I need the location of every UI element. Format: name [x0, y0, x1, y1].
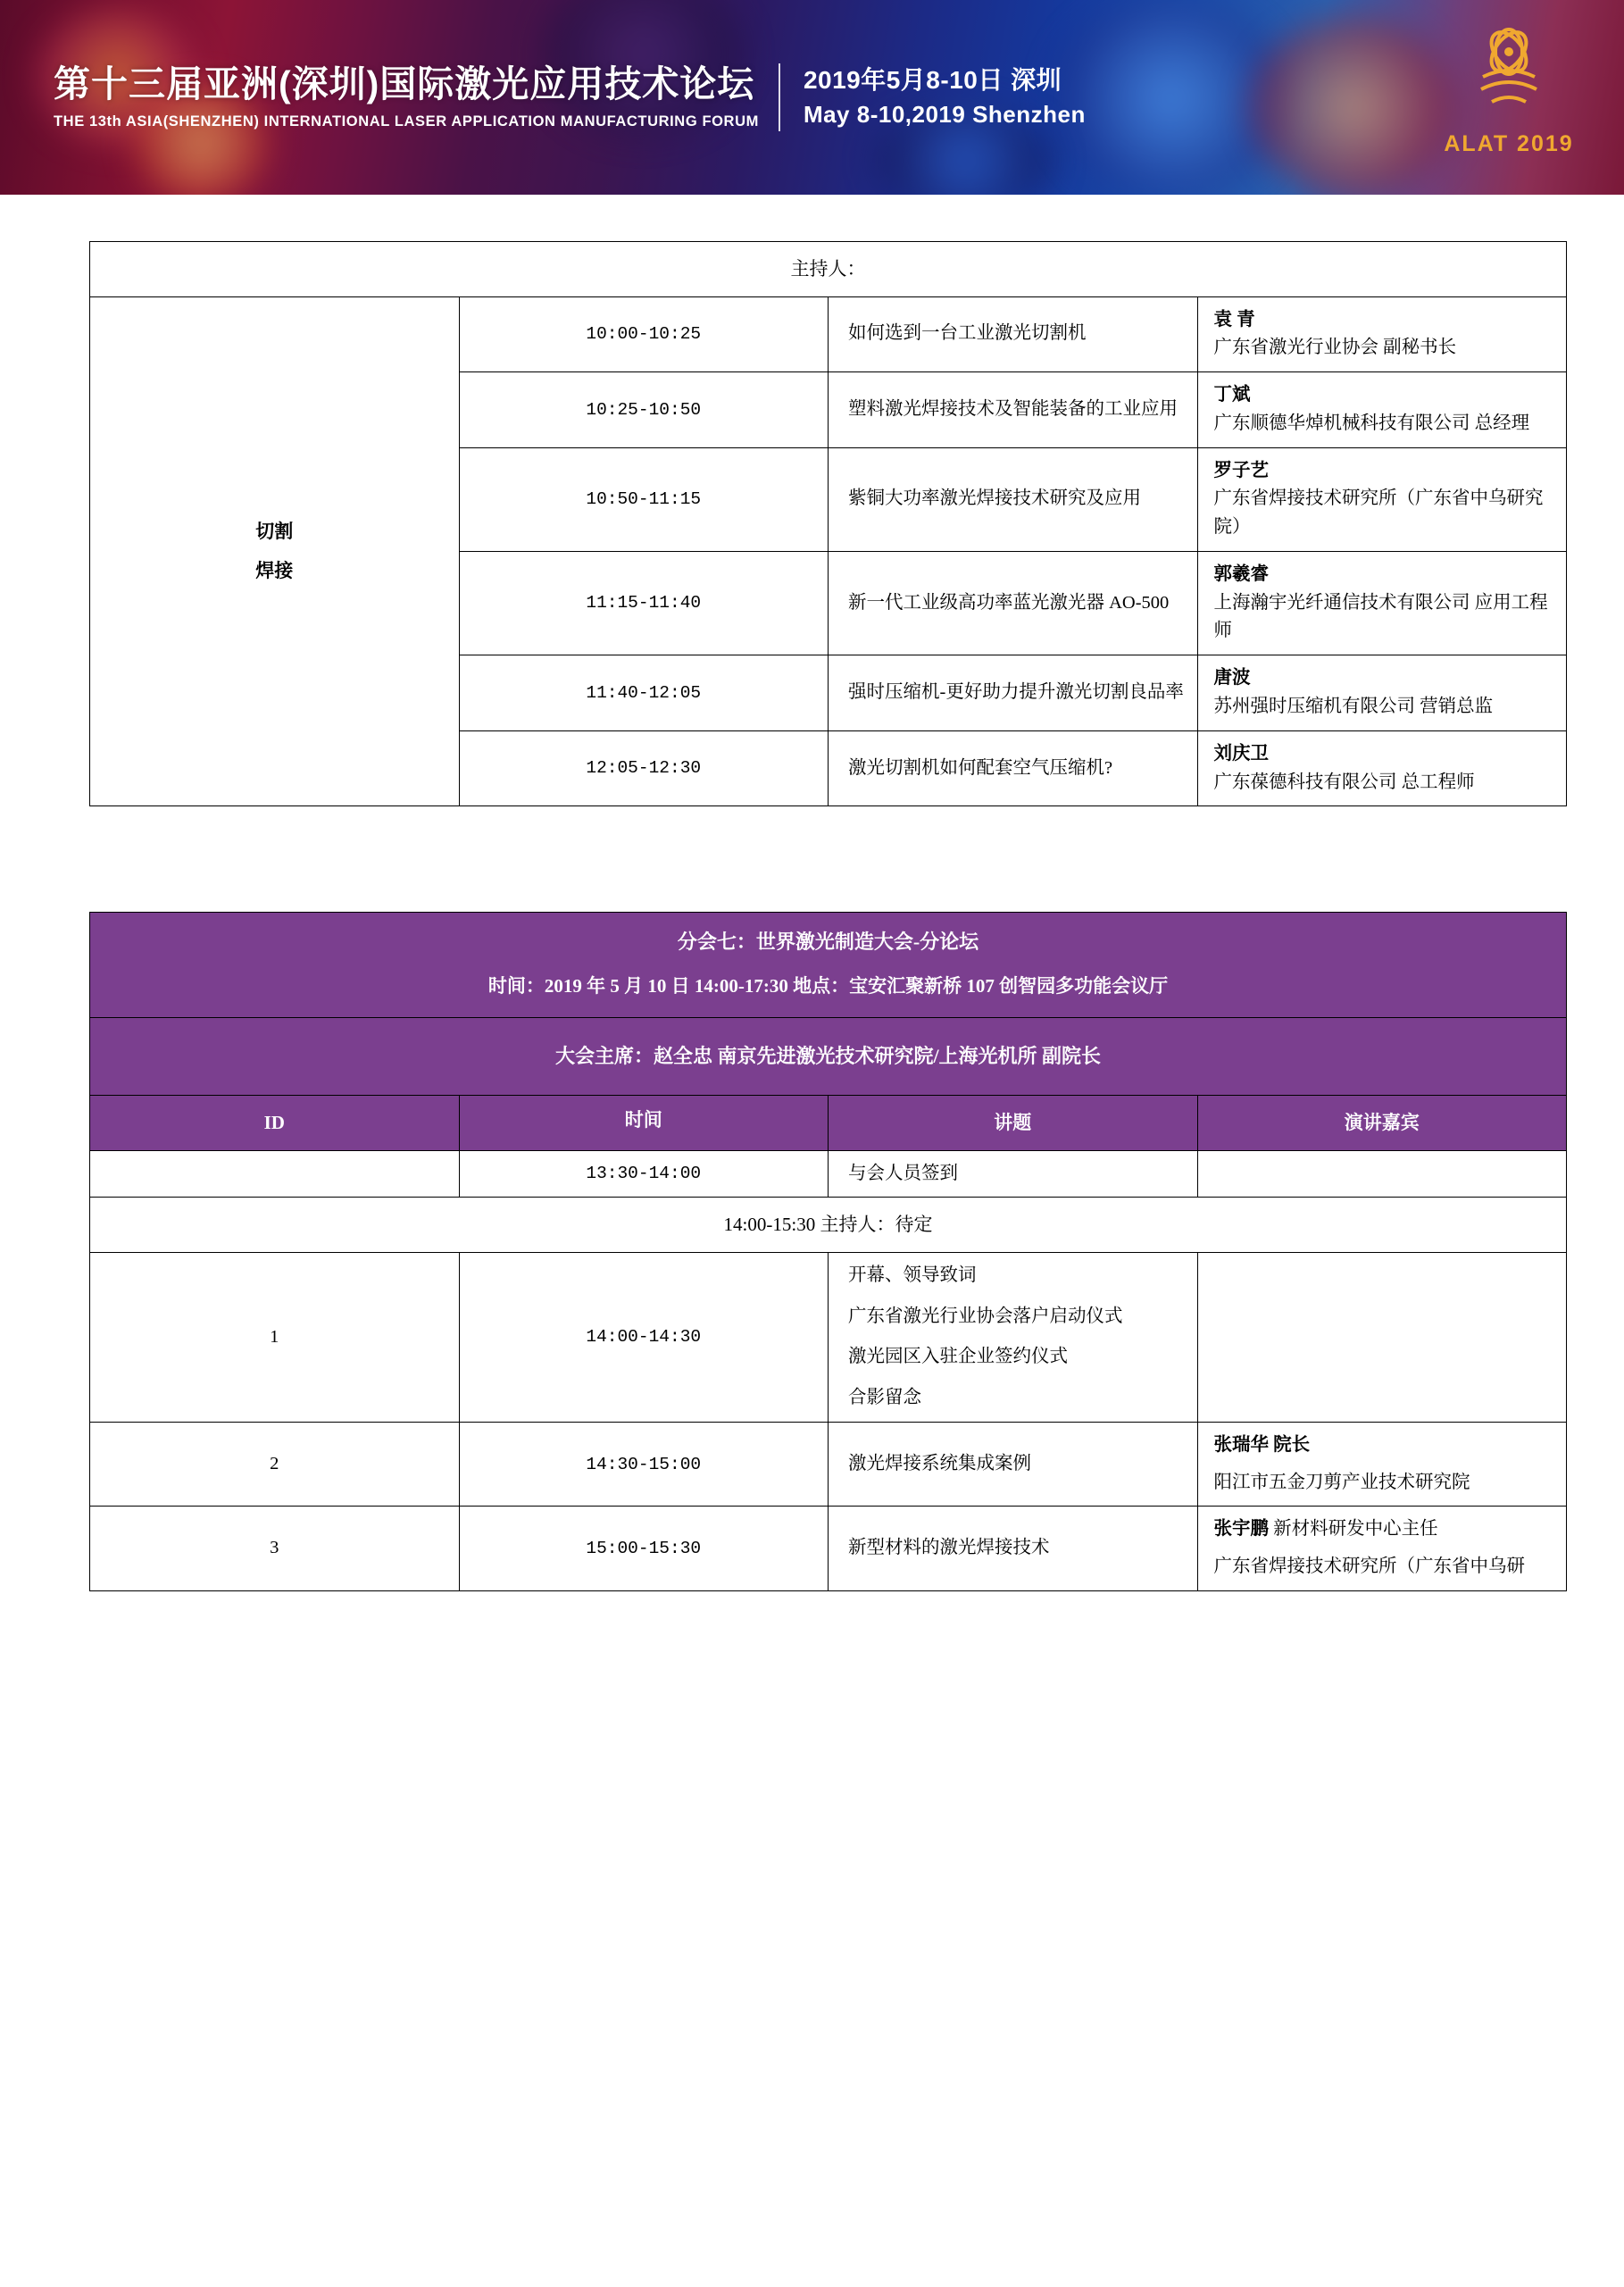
column-header-guest: 演讲嘉宾 [1197, 1096, 1567, 1151]
host-label: 主持人： [90, 242, 1567, 297]
page-header-banner [0, 0, 1624, 195]
session-speaker [1197, 372, 1567, 448]
topic-line: 开幕、领导致词 [848, 1265, 977, 1285]
row-id: 3 [90, 1507, 460, 1591]
forum-title-en: THE 13th ASIA(SHENZHEN) INTERNATIONAL LASER APPLICATION MANUFACTURING FORUM [54, 113, 759, 129]
forum-chair-row [90, 1017, 1567, 1095]
speaker-name: 刘庆卫 [1213, 743, 1269, 764]
speaker-org: 上海瀚宇光纤通信技术有限公司 应用工程师 [1213, 592, 1548, 641]
column-header-topic: 讲题 [829, 1096, 1198, 1151]
session-time: 11:15-11:40 [459, 551, 829, 655]
forum-banner-sub: 时间：2019 年 5 月 10 日 14:00-17:30 地点：宝安汇聚新桥 107 创智园多功能会议厅 [90, 966, 1567, 1017]
session-table-forum-seven [89, 912, 1567, 1591]
forum-date-block [804, 63, 1086, 132]
session-note: 14:00-15:30 主持人：待定 [90, 1198, 1567, 1253]
speaker-name: 袁 青 [1213, 309, 1255, 330]
forum-date-en: May 8-10,2019 Shenzhen [803, 101, 1086, 129]
speaker-name: 郭羲睿 [1213, 563, 1269, 584]
speaker-name: 罗子艺 [1213, 460, 1269, 480]
speaker-org: 苏州强时压缩机有限公司 营销总监 [1213, 696, 1494, 716]
session-topic: 如何选到一台工业激光切割机 [829, 296, 1198, 372]
table-row [90, 1422, 1567, 1507]
speaker-org: 广东省焊接技术研究所（广东省中乌研究院） [1213, 488, 1544, 538]
session-time: 10:25-10:50 [459, 372, 829, 448]
category-cell [90, 296, 460, 806]
table-row-signin [90, 1150, 1567, 1198]
session-note-row [90, 1198, 1567, 1253]
guest-org: 广东省焊接技术研究所（广东省中乌研 [1213, 1557, 1525, 1577]
forum-banner-title-row [90, 913, 1567, 967]
column-header-time: 时间 [459, 1096, 829, 1151]
session-guest [1197, 1507, 1567, 1591]
forum-date-cn: 2019年5月8-10日 深圳 [803, 65, 1062, 94]
session-speaker [1197, 730, 1567, 806]
table-row [90, 296, 1567, 372]
row-id: 2 [90, 1422, 460, 1507]
row-id [90, 1150, 460, 1198]
alat-logo-icon [1456, 25, 1562, 125]
speaker-name: 丁斌 [1213, 385, 1251, 405]
signin-topic: 与会人员签到 [829, 1150, 1198, 1198]
session-time: 12:05-12:30 [459, 730, 829, 806]
alat-logo [1433, 25, 1585, 163]
category-line-1: 切割 [255, 521, 294, 543]
session-guest [1197, 1252, 1567, 1422]
alat-logo-text: ALAT 2019 [1444, 131, 1574, 156]
topic-line: 广东省激光行业协会落户启动仪式 [848, 1306, 1123, 1326]
guest-name: 张宇鹏 [1213, 1519, 1269, 1540]
table-row [90, 1252, 1567, 1422]
session-speaker [1197, 447, 1567, 551]
session-time: 14:00-14:30 [459, 1252, 829, 1422]
header-divider [779, 63, 780, 131]
guest-name-line [1214, 1515, 1554, 1544]
session-time: 15:00-15:30 [459, 1507, 829, 1591]
forum-banner-sub-row [90, 966, 1567, 1017]
session-guest [1197, 1422, 1567, 1507]
session-speaker [1197, 551, 1567, 655]
session-table-cutting-welding [89, 241, 1567, 806]
topic-line: 合影留念 [848, 1388, 921, 1408]
table-row [90, 1507, 1567, 1591]
category-line-2: 焊接 [255, 560, 294, 582]
session-topic: 强时压缩机-更好助力提升激光切割良品率 [829, 655, 1198, 731]
forum-banner-title: 分会七：世界激光制造大会-分论坛 [90, 913, 1567, 967]
session-time: 14:30-15:00 [459, 1422, 829, 1507]
guest-org: 阳江市五金刀剪产业技术研究院 [1213, 1472, 1470, 1492]
session-topic [829, 1252, 1198, 1422]
forum-title-block [54, 64, 759, 129]
speaker-org: 广东葆德科技有限公司 总工程师 [1213, 772, 1475, 792]
session-time: 10:00-10:25 [459, 296, 829, 372]
host-row [90, 242, 1567, 297]
session-topic: 新一代工业级高功率蓝光激光器 AO-500 [829, 551, 1198, 655]
signin-guest [1197, 1150, 1567, 1198]
session-speaker [1197, 655, 1567, 731]
table-header-row [90, 1096, 1567, 1151]
session-topic: 塑料激光焊接技术及智能装备的工业应用 [829, 372, 1198, 448]
session-time: 10:50-11:15 [459, 447, 829, 551]
guest-title: 新材料研发中心主任 [1273, 1519, 1438, 1540]
session-topic: 新型材料的激光焊接技术 [829, 1507, 1198, 1591]
session-speaker [1197, 296, 1567, 372]
forum-title-cn: 第十三届亚洲(深圳)国际激光应用技术论坛 [54, 63, 755, 105]
session-time: 11:40-12:05 [459, 655, 829, 731]
row-id: 1 [90, 1252, 460, 1422]
forum-chair: 大会主席：赵全忠 南京先进激光技术研究院/上海光机所 副院长 [90, 1017, 1567, 1095]
guest-name: 张瑞华 院长 [1213, 1434, 1311, 1455]
session-topic: 紫铜大功率激光焊接技术研究及应用 [829, 447, 1198, 551]
column-header-id: ID [90, 1096, 460, 1151]
speaker-org: 广东顺德华焯机械科技有限公司 总经理 [1213, 413, 1530, 433]
speaker-org: 广东省激光行业协会 副秘书长 [1213, 338, 1457, 358]
session-topic: 激光焊接系统集成案例 [829, 1422, 1198, 1507]
topic-line: 激光园区入驻企业签约仪式 [848, 1347, 1068, 1367]
signin-time: 13:30-14:00 [459, 1150, 829, 1198]
speaker-name: 唐波 [1213, 668, 1251, 689]
session-topic: 激光切割机如何配套空气压缩机? [829, 730, 1198, 806]
